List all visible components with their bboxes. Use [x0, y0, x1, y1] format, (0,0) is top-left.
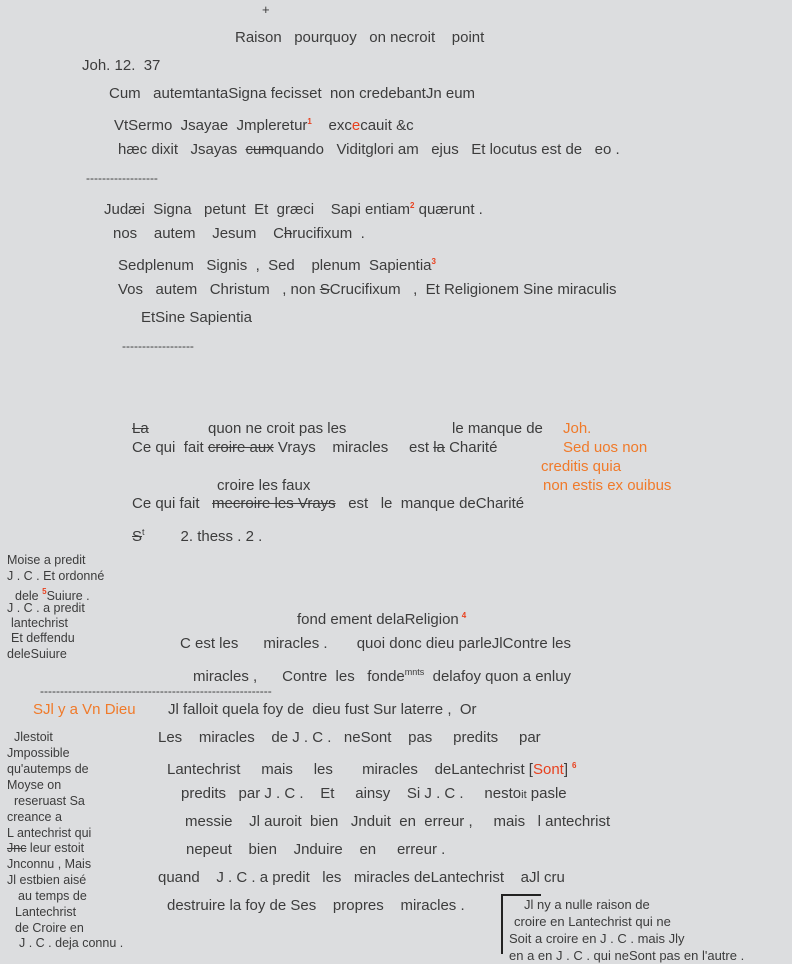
text-line: [132, 439, 497, 457]
text: fond ement delaReligion: [297, 611, 459, 628]
footnote-marker: 1: [307, 117, 312, 126]
text: it: [521, 789, 527, 801]
margin-note: Et deffendu: [11, 631, 75, 645]
latin-line: [118, 141, 620, 159]
margin-heading: SJl y a Vn Dieu: [33, 701, 136, 718]
latin-line: [118, 281, 617, 299]
bracketed-note: Soit a croire en J . C . mais Jly: [509, 931, 685, 946]
cross-mark: +: [262, 2, 270, 17]
text: Vrays miracles est: [273, 439, 434, 456]
page-title: Raison pourquoy on necroit point: [235, 29, 485, 46]
footnote-marker: 4: [461, 611, 467, 620]
divider: ------------------: [86, 171, 158, 185]
bracketed-note: croire en Lantechrist qui ne: [514, 914, 671, 929]
text: Vos autem Christum , non: [118, 281, 320, 298]
text: leur estoit: [26, 841, 85, 855]
text: rucifixum .: [292, 225, 365, 242]
footnote-marker: 2: [410, 201, 415, 210]
margin-citation: creditis quia: [541, 458, 622, 475]
margin-note: J . C . a predit: [7, 601, 85, 615]
text: quando Viditglori am ejus Et locutus est de eo .: [273, 141, 620, 158]
interlinear-insertion: le manque de: [452, 420, 543, 437]
latin-line: EtSine Sapientia: [141, 309, 252, 326]
text: Judæi Signa petunt Et græci Sapi entiam: [104, 201, 410, 218]
bracket-mark: [501, 894, 503, 954]
margin-note: J . C . deja connu .: [19, 936, 124, 950]
margin-note: L antechrist qui: [7, 826, 92, 840]
divider: ----------------------------------------------------------: [40, 684, 272, 698]
text: Ce qui fait: [132, 439, 208, 456]
margin-citation: Sed uos non: [563, 439, 648, 456]
superscript: t: [142, 527, 145, 537]
margin-note: Jnconnu , Mais: [7, 857, 92, 871]
margin-note: lantechrist: [11, 616, 68, 630]
text-line: [167, 757, 576, 779]
scripture-reference: Joh. 12. 37: [82, 57, 161, 74]
text-line: [132, 495, 524, 513]
margin-citation: Joh.: [563, 420, 592, 437]
footnote-marker: 6: [572, 761, 577, 770]
latin-line: [104, 197, 483, 219]
text: Lantechrist mais les miracles deLantechrist [: [167, 761, 533, 778]
latin-line: Cum autemtantaSigna fecisset non credebantJn eum: [109, 85, 476, 102]
deleted-text: cum: [245, 141, 274, 158]
deleted-text: Jnc: [7, 841, 27, 855]
deleted-text: S: [132, 528, 143, 545]
text: exc: [311, 117, 352, 134]
deleted-text: S: [319, 281, 330, 298]
footnote-marker: 3: [431, 257, 436, 266]
text: Suiure .: [46, 589, 90, 603]
latin-line: [114, 113, 414, 135]
text-line: messie Jl auroit bien Jnduit en erreur , mais l antechrist: [185, 813, 611, 830]
text: Ce qui fait: [132, 495, 213, 512]
margin-note: de Croire en: [15, 921, 84, 935]
text-line: destruire la foy de Ses propres miracles .: [167, 897, 465, 914]
text: dele: [15, 589, 43, 603]
text: predits par J . C . Et ainsy Si J . C . nesto: [181, 785, 522, 802]
text-line: nepeut bien Jnduire en erreur .: [186, 841, 446, 858]
section-heading: [297, 607, 466, 629]
divider: ------------------: [122, 339, 194, 353]
text: pasle: [526, 785, 567, 802]
margin-note: creance a: [7, 810, 62, 824]
superscript: mnts: [404, 667, 425, 677]
text: 2. thess . 2 .: [180, 528, 263, 545]
margin-note: au temps de: [18, 889, 87, 903]
margin-note: Jmpossible: [7, 746, 70, 760]
text: VtSermo Jsayae Jmpleretur: [114, 117, 308, 134]
text: cauit &c: [360, 117, 414, 134]
correction: e: [351, 117, 361, 134]
bracket-mark: [501, 894, 541, 896]
deleted-text: la: [433, 439, 445, 456]
margin-note: reseruast Sa: [14, 794, 85, 808]
margin-note: Moyse on: [7, 778, 62, 792]
interlinear-insertion: croire les faux: [217, 477, 311, 494]
text: miracles , Contre les fonde: [193, 668, 405, 685]
deleted-text: mecroire les Vrays: [212, 495, 336, 512]
margin-note: [7, 840, 84, 856]
footnote-marker: 5: [42, 587, 47, 596]
margin-note: Lantechrist: [15, 905, 77, 919]
text-line: [181, 785, 567, 804]
margin-note: Moise a predit: [7, 553, 86, 567]
text: Crucifixum , Et Religionem Sine miraculis: [329, 281, 617, 298]
latin-line: [118, 253, 436, 275]
interlinear-insertion: quon ne croit pas les: [208, 420, 347, 437]
margin-note: Jlestoit: [14, 730, 53, 744]
margin-citation: non estis ex ouibus: [543, 477, 672, 494]
latin-line: [113, 225, 365, 243]
text-line: [132, 523, 262, 546]
margin-note: Jl estbien aisé: [7, 873, 87, 887]
bracketed-insertion: Sont: [532, 761, 564, 778]
text: delafoy quon a enluy: [424, 668, 572, 685]
text: Sedplenum Signis , Sed plenum Sapientia: [118, 257, 432, 274]
margin-note: qu'autemps de: [7, 762, 89, 776]
text: nos autem Jesum C: [113, 225, 284, 242]
text-line: quand J . C . a predit les miracles deLantechrist aJl cru: [158, 869, 565, 886]
text: Charité: [444, 439, 498, 456]
deleted-text: La: [132, 420, 149, 437]
bracketed-note: Jl ny a nulle raison de: [524, 897, 650, 912]
text: ]: [563, 761, 569, 778]
margin-note: deleSuiure: [7, 647, 67, 661]
text-line: Les miracles de J . C . neSont pas predits par: [158, 729, 541, 746]
text: quærunt .: [414, 201, 483, 218]
bracketed-note: en a en J . C . qui neSont pas en l'autre .: [509, 948, 745, 963]
text: hæc dixit Jsayas: [118, 141, 246, 158]
text-line: C est les miracles . quoi donc dieu parleJlContre les: [180, 635, 572, 652]
deleted-text: h: [283, 225, 293, 242]
text: est le manque deCharité: [335, 495, 525, 512]
deleted-text: croire aux: [207, 439, 274, 456]
margin-note: J . C . Et ordonné: [7, 569, 105, 583]
text-line: Jl falloit quela foy de dieu fust Sur laterre , Or: [168, 701, 477, 718]
